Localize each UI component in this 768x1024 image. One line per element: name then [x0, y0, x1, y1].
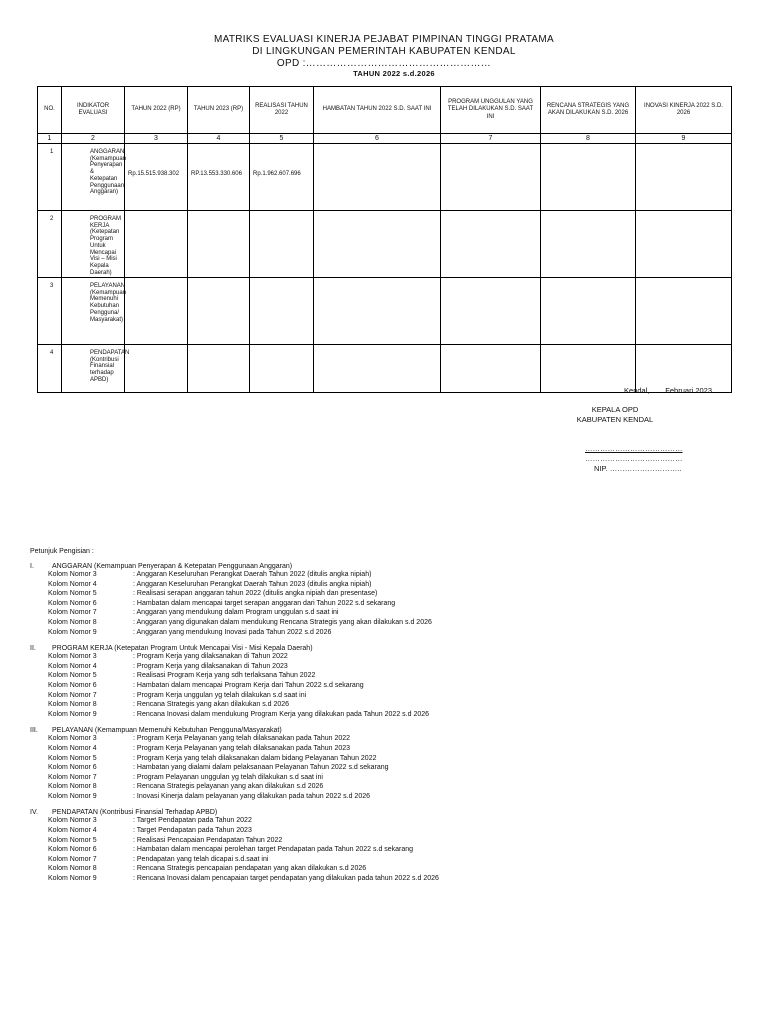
empty-cell: [441, 278, 541, 345]
list-item: [30, 710, 730, 720]
empty-cell: [541, 278, 636, 345]
column-key: Kolom Nomor 7: [48, 773, 97, 781]
column-desc: : Hambatan dalam mencapai target serapan anggaran dari Tahun 2022 s.d sekarang: [133, 599, 396, 607]
header-hambatan: HAMBATAN TAHUN 2022 S.D. SAAT INI: [314, 87, 441, 134]
column-desc: : Program Kerja yang dilaksanakan di Tahun 2023: [133, 662, 288, 670]
value-2022-cell: [125, 144, 188, 211]
column-desc: : Anggaran yang mendukung Inovasi pada Tahun 2022 s.d 2026: [133, 628, 332, 636]
column-desc: : Realisasi Program Kerja yang sdh terlaksana Tahun 2022: [133, 672, 316, 680]
list-item: [30, 608, 730, 618]
column-desc: : Rencana Strategis pelayanan yang akan dilakukan s.d 2026: [133, 783, 324, 791]
column-desc: : Inovasi Kinerja dalam pelayanan yang dilakukan pada tahun 2022 s.d 2026: [133, 792, 371, 800]
column-desc: : Program Kerja unggulan yg telah dilakukan s.d saat ini: [133, 691, 307, 699]
column-key: Kolom Nomor 8: [48, 783, 97, 791]
column-number: 1: [38, 134, 62, 144]
header-tahun-2023: TAHUN 2023 (RP): [188, 87, 250, 134]
signature-region: KABUPATEN KENDAL: [576, 415, 654, 424]
column-number: 5: [250, 134, 314, 144]
list-item: [30, 734, 730, 744]
list-item: [30, 681, 730, 691]
section-title: PELAYANAN (Kemampuan Memenuhi Kebutuhan Pengguna/Masyarakat): [52, 727, 282, 735]
column-key: Kolom Nomor 4: [48, 744, 97, 752]
instruction-section: [30, 563, 730, 637]
section-title: PENDAPATAN (Kontribusi Finansial Terhadap APBD): [52, 809, 218, 817]
document-title: MATRIKS EVALUASI KINERJA PEJABAT PIMPINAN TINGGI PRATAMA: [213, 34, 555, 45]
column-key: Kolom Nomor 9: [48, 710, 97, 718]
header-rencana-strategis: RENCANA STRATEGIS YANG AKAN DILAKUKAN S.D. 2026: [541, 87, 636, 134]
section-number: IV.: [30, 809, 38, 817]
indicator-cell: [62, 345, 130, 393]
value-2022: Rp.15.515.938.302: [128, 171, 180, 177]
empty-cell: [636, 211, 732, 278]
indicator-desc: (Kemampuan Penyerapan & Ketepatan Penggunaan Anggaran): [90, 155, 127, 196]
indicator-title: PENDAPATAN: [90, 350, 130, 356]
list-item: [30, 580, 730, 590]
column-key: Kolom Nomor 4: [48, 580, 97, 588]
opd-line: OPD :………………………………………………: [276, 58, 492, 69]
list-item: [30, 662, 730, 672]
empty-cell: [250, 211, 314, 278]
column-key: Kolom Nomor 5: [48, 590, 97, 598]
list-item: [30, 570, 730, 580]
column-key: Kolom Nomor 6: [48, 764, 97, 772]
empty-cell: [314, 211, 441, 278]
column-key: Kolom Nomor 4: [48, 662, 97, 670]
column-desc: : Realisasi serapan anggaran tahun 2022 (ditulis angka nipiah dan presentase): [133, 590, 378, 598]
instruction-section: [30, 809, 730, 883]
empty-cell: [541, 144, 636, 211]
value-2023: RP.13.553.330.606: [191, 171, 242, 177]
column-desc: : Hambatan dalam mencapai perolehan target Pendapatan pada Tahun 2022 s.d sekarang: [133, 846, 414, 854]
empty-cell: [541, 211, 636, 278]
indicator-desc: (Kemampuan Memenuhi Kebutuhan Pengguna/ Masyarakat): [90, 289, 127, 323]
column-desc: : Pendapatan yang telah dicapai s.d.saat ini: [133, 855, 269, 863]
empty-cell: [636, 278, 732, 345]
column-number: 9: [636, 134, 732, 144]
header-indikator: INDIKATOR EVALUASI: [62, 87, 125, 134]
column-key: Kolom Nomor 8: [48, 865, 97, 873]
list-item: [30, 836, 730, 846]
indicator-cell: [62, 211, 125, 278]
empty-cell: [250, 278, 314, 345]
filling-instructions: [30, 548, 730, 892]
column-desc: : Program Kerja Pelayanan yang telah dilaksanakan pada Tahun 2022: [133, 735, 351, 743]
list-item: [30, 652, 730, 662]
column-key: Kolom Nomor 3: [48, 653, 97, 661]
column-key: Kolom Nomor 7: [48, 855, 97, 863]
column-key: Kolom Nomor 8: [48, 618, 97, 626]
column-number: 7: [441, 134, 541, 144]
header-tahun-2022: TAHUN 2022 (RP): [125, 87, 188, 134]
list-item: [30, 763, 730, 773]
column-desc: : Hambatan dalam mencapai Program Kerja dari Tahun 2022 s.d sekarang: [133, 681, 364, 689]
row-no: 3: [50, 283, 54, 289]
column-desc: : Hambatan yang dialami dalam pelaksanaan Pelayanan Tahun 2022 s.d sekarang: [133, 764, 389, 772]
row-no-cell: [38, 211, 62, 278]
column-key: Kolom Nomor 5: [48, 672, 97, 680]
row-no-cell: [38, 278, 62, 345]
empty-cell: [441, 144, 541, 211]
column-key: Kolom Nomor 7: [48, 609, 97, 617]
empty-cell: [188, 345, 250, 393]
table-row: [38, 211, 732, 278]
list-item: [30, 599, 730, 609]
column-desc: : Anggaran yang mendukung dalam Program unggulan s.d saat ini: [133, 609, 339, 617]
section-title: ANGGARAN (Kemampuan Penyerapan & Ketepatan Penggunaan Anggaran): [52, 563, 293, 570]
header-no: NO.: [38, 87, 62, 134]
period-line: TAHUN 2022 s.d.2026: [353, 69, 435, 78]
evaluation-matrix-table: [37, 86, 732, 393]
column-desc: : Rencana Inovasi dalam mendukung Program Kerja yang dilakukan pada Tahun 2022 s.d 2026: [133, 710, 430, 718]
column-key: Kolom Nomor 3: [48, 571, 97, 578]
column-desc: : Program Kerja Pelayanan yang telah dilaksanakan pada Tahun 2023: [133, 744, 351, 752]
column-desc: : Target Pendapatan pada Tahun 2023: [133, 827, 252, 835]
instruction-section: [30, 727, 730, 801]
column-desc: : Program Kerja yang telah dilaksanakan dalam bidang Pelayanan Tahun 2022: [133, 754, 377, 762]
column-key: Kolom Nomor 9: [48, 875, 97, 883]
indicator-desc: (Ketepatan Program Untuk Mencapai Visi – Misi Kepala Daerah): [90, 229, 120, 276]
list-item: [30, 671, 730, 681]
header-realisasi: REALISASI TAHUN 2022: [250, 87, 314, 134]
column-number: 2: [62, 134, 125, 144]
column-key: Kolom Nomor 7: [48, 691, 97, 699]
list-item: [30, 792, 730, 802]
list-item: [30, 773, 730, 783]
empty-cell: [314, 345, 441, 393]
row-no: 1: [50, 149, 54, 155]
column-key: Kolom Nomor 9: [48, 628, 97, 636]
header-program-unggulan: PROGRAM UNGGULAN YANG TELAH DILAKUKAN S.D. SAAT INI: [441, 87, 541, 134]
column-key: Kolom Nomor 5: [48, 754, 97, 762]
list-item: [30, 744, 730, 754]
list-item: [30, 628, 730, 638]
empty-cell: [250, 345, 314, 393]
column-desc: : Realisasi Pencapaian Pendapatan Tahun 2022: [133, 836, 283, 844]
column-key: Kolom Nomor 8: [48, 701, 97, 709]
column-number: 6: [314, 134, 441, 144]
empty-cell: [125, 278, 188, 345]
signature-nip: NIP. ………………………..: [594, 464, 682, 473]
empty-cell: [125, 211, 188, 278]
list-item: [30, 754, 730, 764]
signature-position: KEPALA OPD: [591, 405, 639, 414]
header-inovasi: INOVASI KINERJA 2022 S.D. 2026: [636, 87, 732, 134]
section-title: PROGRAM KERJA (Ketepatan Program Untuk Mencapai Visi - Misi Kepala Daerah): [52, 645, 313, 653]
table-row: [38, 144, 732, 211]
list-item: [30, 782, 730, 792]
column-number: 3: [125, 134, 188, 144]
column-key: Kolom Nomor 3: [48, 735, 97, 743]
column-desc: : Anggaran Keseluruhan Perangkat Daerah Tahun 2023 (ditulis angka nipiah): [133, 580, 372, 588]
empty-cell: [636, 144, 732, 211]
empty-cell: [125, 345, 188, 393]
column-desc: : Rencana Inovasi dalam pencapaian target pendapatan yang dilakukan pada tahun 2022 s.d 2026: [133, 875, 439, 883]
list-item: [30, 589, 730, 599]
column-number: 8: [541, 134, 636, 144]
indicator-title: PROGRAM KERJA: [90, 216, 122, 229]
column-desc: : Anggaran Keseluruhan Perangkat Daerah Tahun 2022 (ditulis angka nipiah): [133, 571, 372, 578]
empty-cell: [541, 345, 636, 393]
empty-cell: [188, 278, 250, 345]
row-no: 2: [50, 216, 54, 222]
column-desc: : Program Pelayanan unggulan yg telah dilakukan s.d saat ini: [133, 773, 323, 781]
column-desc: : Anggaran yang digunakan dalam mendukung Rencana Strategis yang akan dilakukan s.d 2026: [133, 618, 432, 626]
table-row: [38, 278, 732, 345]
column-number-row: [38, 134, 732, 144]
indicator-title: PELAYANAN: [90, 283, 126, 289]
list-item: [30, 845, 730, 855]
empty-cell: [314, 144, 441, 211]
empty-cell: [441, 345, 541, 393]
section-number: II.: [30, 645, 36, 653]
column-key: Kolom Nomor 3: [48, 817, 97, 825]
column-key: Kolom Nomor 4: [48, 827, 97, 835]
column-key: Kolom Nomor 6: [48, 681, 97, 689]
list-item: [30, 691, 730, 701]
empty-cell: [188, 211, 250, 278]
indicator-cell: [62, 278, 125, 345]
list-item: [30, 855, 730, 865]
row-no: 4: [50, 350, 54, 356]
section-number: I.: [30, 563, 34, 570]
column-number: 4: [188, 134, 250, 144]
column-desc: : Rencana Strategis yang akan dilakukan s.d 2026: [133, 701, 290, 709]
list-item: [30, 864, 730, 874]
list-item: [30, 826, 730, 836]
document-subtitle: DI LINGKUNGAN PEMERINTAH KABUPATEN KENDAL: [252, 46, 516, 57]
column-key: Kolom Nomor 5: [48, 836, 97, 844]
row-no-cell: [38, 144, 62, 211]
empty-cell: [441, 211, 541, 278]
column-key: Kolom Nomor 6: [48, 846, 97, 854]
column-desc: : Target Pendapatan pada Tahun 2022: [133, 817, 252, 825]
list-item: [30, 700, 730, 710]
signature-date: Kendal, ….. Februari 2023: [624, 386, 712, 395]
indicator-desc: (Kontribusi Finansial terhadap APBD): [90, 356, 119, 383]
signature-rank-line: …………………………………: [585, 454, 683, 463]
realisasi-value: Rp.1.962.607.696: [253, 171, 301, 177]
instruction-section: [30, 645, 730, 719]
column-desc: : Rencana Strategis pencapaian pendapatan yang akan dilakukan s.d 2026: [133, 865, 367, 873]
column-desc: : Program Kerja yang dilaksanakan di Tahun 2022: [133, 653, 288, 661]
empty-cell: [314, 278, 441, 345]
section-number: III.: [30, 727, 38, 735]
signature-name-line: …………………………………: [585, 444, 683, 453]
column-key: Kolom Nomor 9: [48, 792, 97, 800]
list-item: [30, 816, 730, 826]
instructions-heading: Petunjuk Pengisian :: [30, 548, 94, 555]
realisasi-cell: [250, 144, 314, 211]
list-item: [30, 874, 730, 884]
column-key: Kolom Nomor 6: [48, 599, 97, 607]
indicator-cell: [62, 144, 125, 211]
value-2023-cell: [188, 144, 250, 211]
indicator-title: ANGGARAN: [90, 149, 125, 155]
row-no-cell: [38, 345, 62, 393]
list-item: [30, 618, 730, 628]
